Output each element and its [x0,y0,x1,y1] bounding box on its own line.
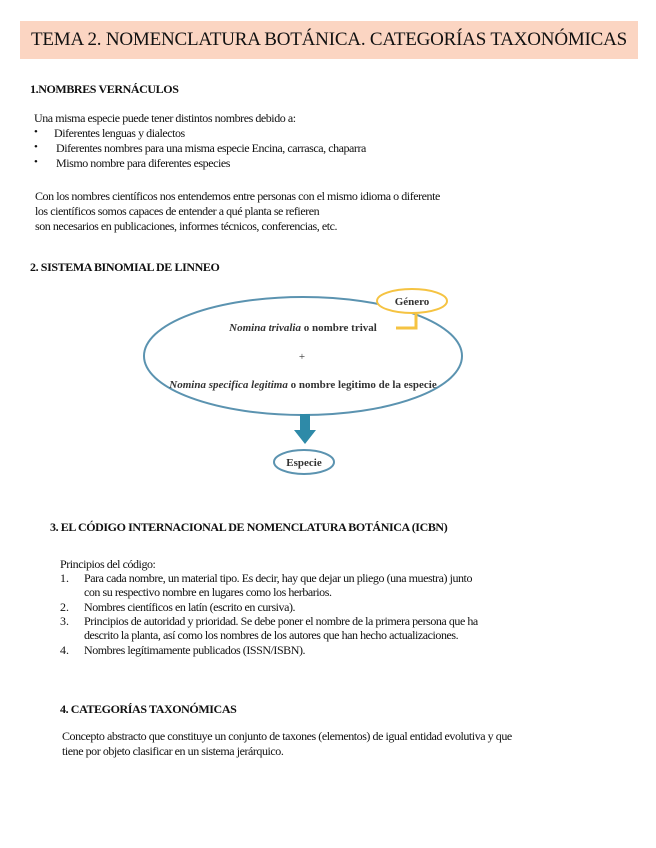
plus-sign: + [298,351,306,363]
page-title: TEMA 2. NOMENCLATURA BOTÁNICA. CATEGORÍAS TAXONÓMICAS [30,29,628,50]
especie-label: Especie [286,457,322,469]
trivial-name-label: Nomina trivalia o nombre trival [229,322,377,334]
list-item: Nombres legítimamente publicados (ISSN/ISBN). [84,643,306,657]
down-arrow-icon [294,414,316,444]
bullet-icon: • [34,126,38,138]
item-number: 1. [60,571,69,585]
paragraph-line: tiene por objeto clasificar en un sistema jerárquico. [62,744,284,758]
list-item: Diferentes lenguas y dialectos [54,126,185,140]
section-3-intro: Principios del código: [60,557,156,571]
list-item: Para cada nombre, un material tipo. Es decir, hay que dejar un pliego (una muestra) junto [84,571,472,585]
list-item-continuation: descrito la planta, así como los nombres de los autores que han hecho actualizaciones. [84,628,459,642]
paragraph-line: los científicos somos capaces de entender a qué planta se refieren [35,204,320,218]
genero-connector [396,313,416,328]
list-item-continuation: con su respectivo nombre en lugares como los herbarios. [84,585,332,599]
section-1-heading: 1.NOMBRES VERNÁCULOS [30,82,179,96]
list-item: Mismo nombre para diferentes especies [56,156,230,170]
section-3-heading: 3. EL CÓDIGO INTERNACIONAL DE NOMENCLATURA BOTÁNICA (ICBN) [50,520,448,534]
list-item: Diferentes nombres para una misma especie Encina, carrasca, chaparra [56,141,366,155]
section-1-intro: Una misma especie puede tener distintos nombres debido a: [34,111,296,125]
list-item: Nombres científicos en latín (escrito en cursiva). [84,600,296,614]
item-number: 3. [60,614,69,628]
paragraph-line: son necesarios en publicaciones, informes técnicos, conferencias, etc. [35,219,338,233]
section-4-heading: 4. CATEGORÍAS TAXONÓMICAS [60,702,237,716]
item-number: 4. [60,643,69,657]
genero-label: Género [394,296,430,308]
section-2-heading: 2. SISTEMA BINOMIAL DE LINNEO [30,260,220,274]
item-number: 2. [60,600,69,614]
paragraph-line: Con los nombres científicos nos entendemos entre personas con el mismo idioma o diferente [35,189,440,203]
specific-name-label: Nomina specifica legitima o nombre legitimo de la especie [169,379,437,391]
list-item: Principios de autoridad y prioridad. Se debe poner el nombre de la primera persona que ha [84,614,478,628]
bullet-icon: • [34,141,38,153]
paragraph-line: Concepto abstracto que constituye un conjunto de taxones (elementos) de igual entidad evolutiva y que [62,729,512,743]
bullet-icon: • [34,156,38,168]
